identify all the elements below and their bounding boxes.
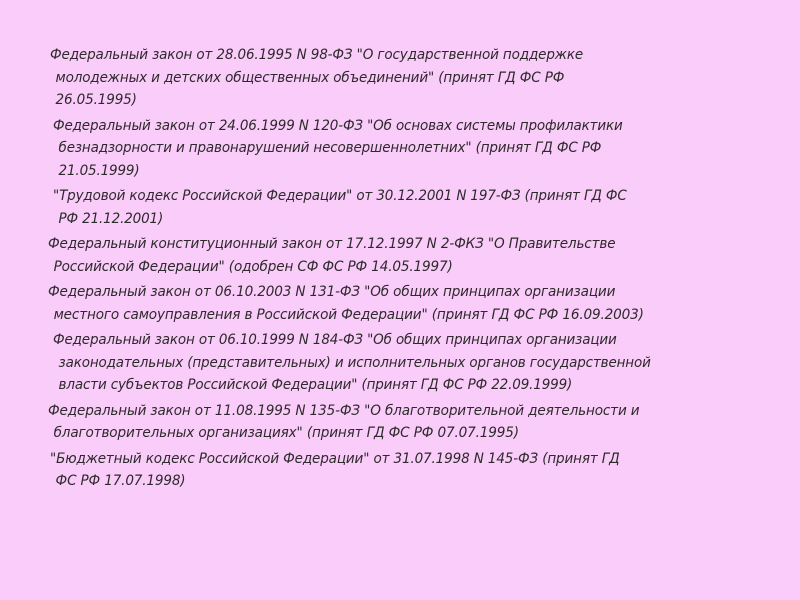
law-item-1 (50, 44, 800, 112)
law-item-line: Федеральный закон от 28.06.1995 N 98-ФЗ "О государственной поддержке (50, 46, 584, 63)
law-item-line: Федеральный закон от 06.10.2003 N 131-ФЗ "Об общих принципах организации (48, 283, 616, 300)
law-item-line: РФ 21.12.2001) (58, 209, 164, 227)
law-item-line: 26.05.1995) (55, 91, 137, 108)
law-item-line: Российской Федерации" (одобрен СФ ФС РФ 14.05.1997) (53, 257, 453, 275)
law-item-line: Федеральный закон от 11.08.1995 N 135-ФЗ "О благотворительной деятельности и (48, 401, 640, 419)
law-item-5 (48, 281, 800, 326)
law-item-line: ФС РФ 17.07.1998) (55, 472, 186, 489)
law-item-line: Федеральный конституционный закон от 17.12.1997 N 2-ФКЗ "О Правительстве (48, 235, 616, 252)
law-item-line: законодательных (представительных) и исполнительных органов государственной (58, 353, 651, 371)
law-item-line: 21.05.1999) (58, 161, 140, 179)
law-item-line: Федеральный закон от 24.06.1999 N 120-ФЗ "Об основах системы профилактики (53, 116, 623, 134)
law-item-6 (53, 329, 800, 397)
law-item-line: "Трудовой кодекс Российской Федерации" от 30.12.2001 N 197-ФЗ (принят ГД ФС (53, 187, 627, 204)
law-item-line: благотворительных организациях" (принят ГД ФС РФ 07.07.1995) (53, 424, 519, 441)
law-item-7 (48, 400, 800, 445)
law-item-line: местного самоуправления в Российской Федерации" (принят ГД ФС РФ 16.09.2003) (53, 305, 644, 323)
law-item-line: безнадзорности и правонарушений несовершеннолетних" (принят ГД ФС РФ (58, 139, 602, 156)
law-item-4 (48, 233, 800, 278)
law-list (0, 44, 800, 493)
law-item-line: "Бюджетный кодекс Российской Федерации" от 31.07.1998 N 145-ФЗ (принят ГД (50, 449, 620, 467)
law-item-line: молодежных и детских общественных объединений" (принят ГД ФС РФ (55, 68, 565, 86)
law-item-8 (50, 448, 800, 493)
law-item-line: Федеральный закон от 06.10.1999 N 184-ФЗ "Об общих принципах организации (53, 331, 617, 348)
law-item-3 (53, 185, 800, 230)
law-item-line: власти субъектов Российской Федерации" (принят ГД ФС РФ 22.09.1999) (58, 376, 573, 393)
law-item-2 (53, 115, 800, 183)
